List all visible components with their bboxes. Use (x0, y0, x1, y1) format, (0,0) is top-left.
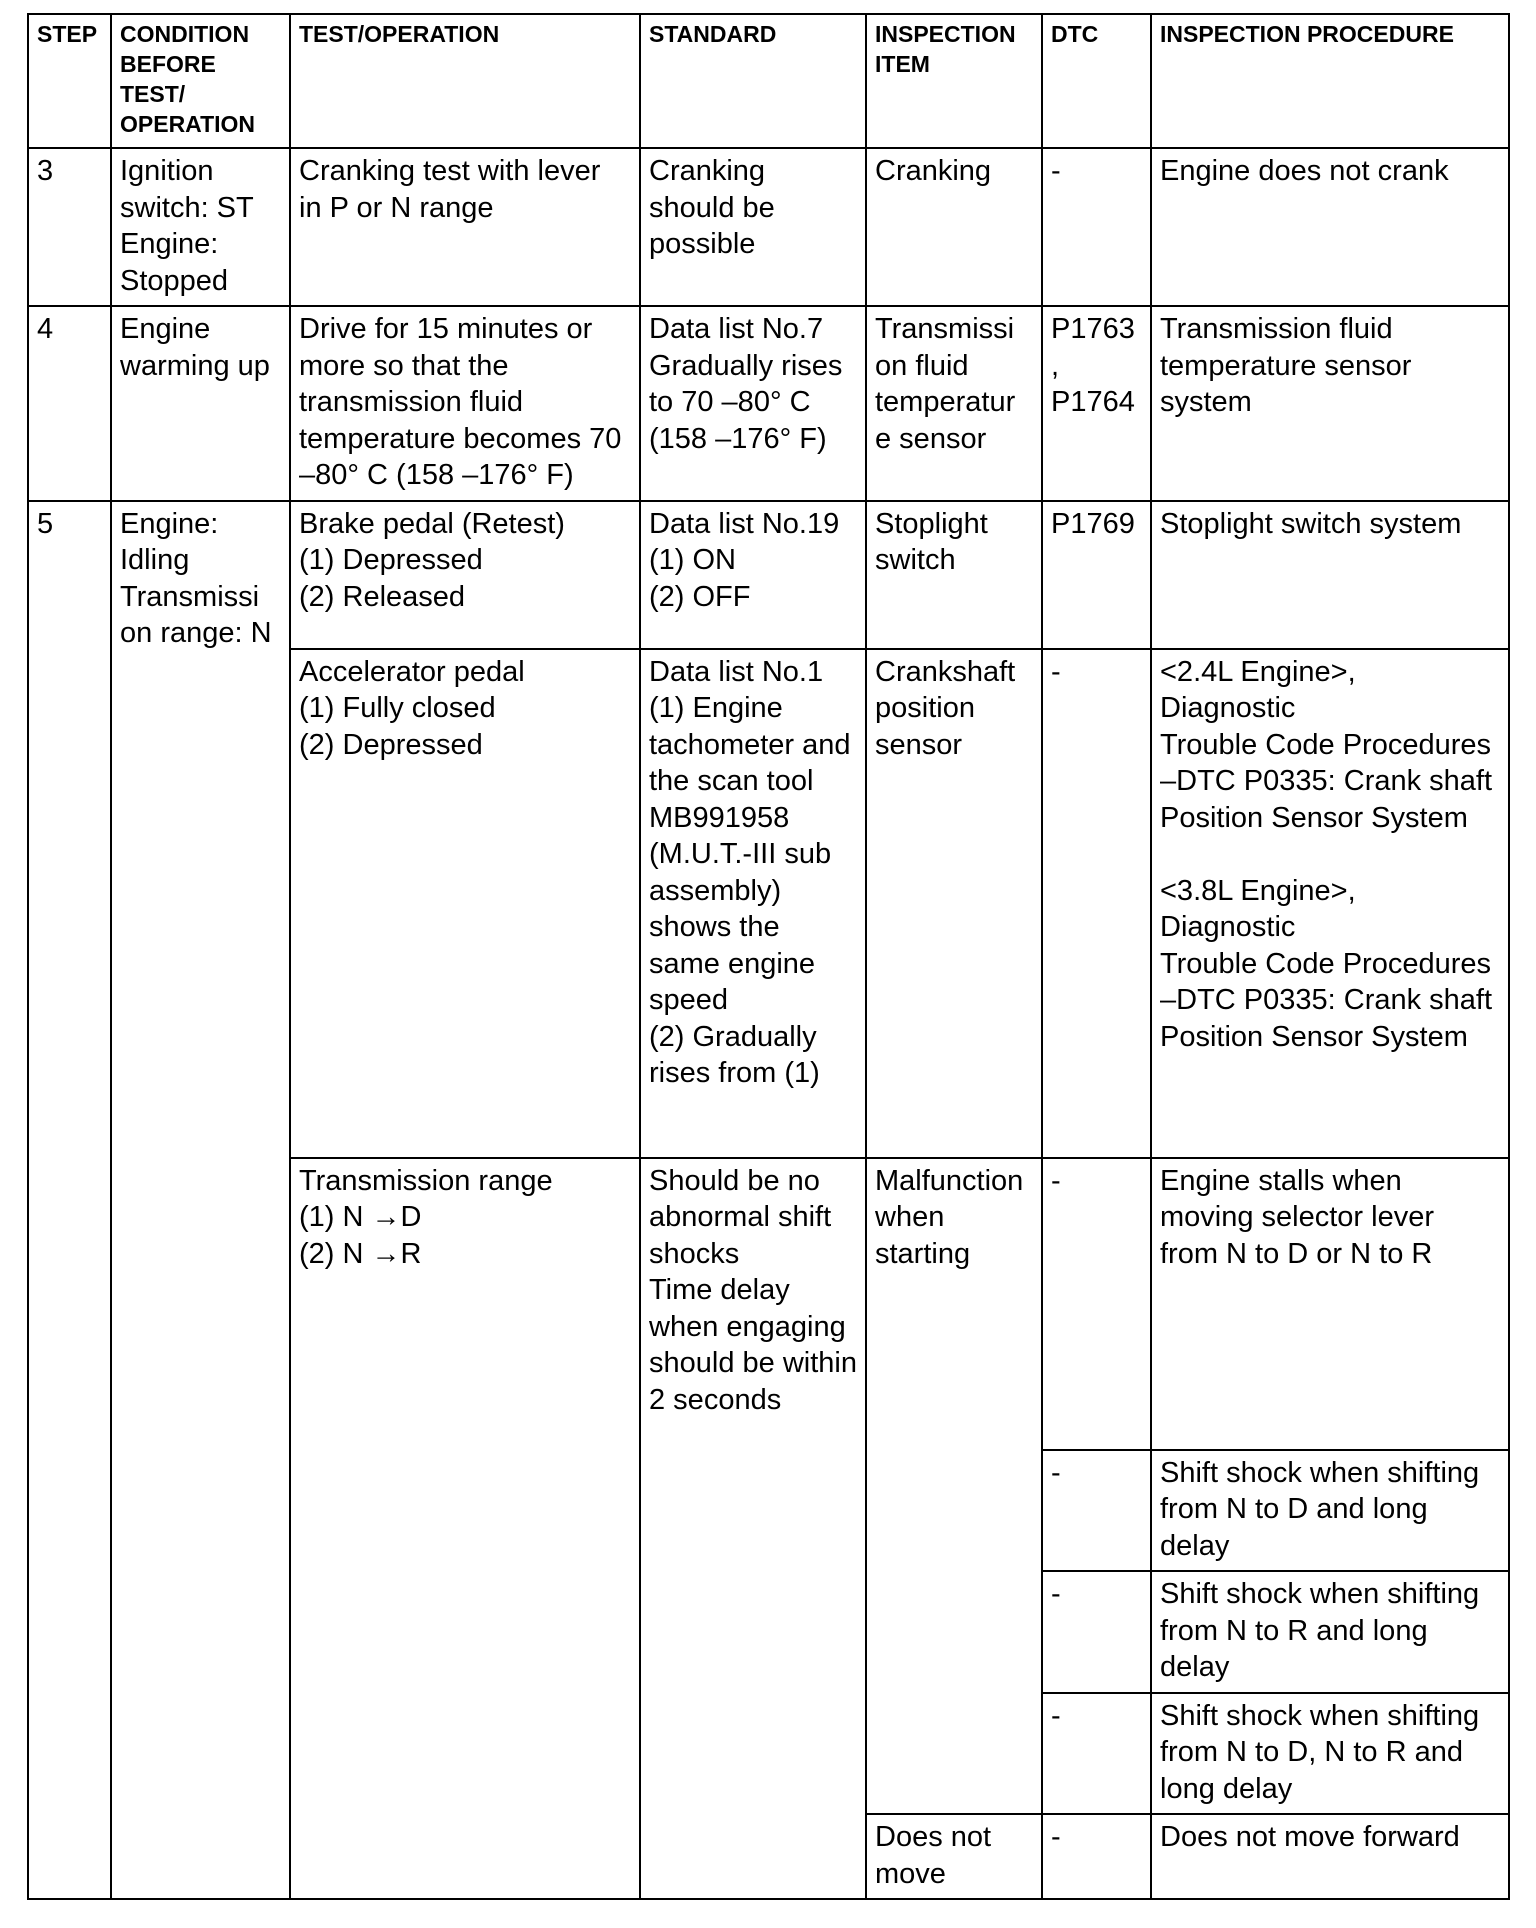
dtc-cell: - (1042, 1450, 1151, 1572)
header-test: TEST/OPERATION (290, 14, 640, 148)
item-cell: Cranking (866, 148, 1042, 306)
dtc-cell: - (1042, 148, 1151, 306)
item-cell: Malfunction when starting (866, 1158, 1042, 1815)
test-cell: Accelerator pedal (1) Fully closed (2) Depressed (290, 649, 640, 1158)
procedure-cell: Does not move forward (1151, 1814, 1509, 1899)
procedure-cell: Engine does not crank (1151, 148, 1509, 306)
step-number: 4 (28, 306, 111, 501)
header-procedure: INSPECTION PROCEDURE (1151, 14, 1509, 148)
header-item: INSPECTION ITEM (866, 14, 1042, 148)
table-row-step-4 (28, 306, 1509, 501)
header-step: STEP (28, 14, 111, 148)
condition-cell: Engine warming up (111, 306, 290, 501)
test-cell: Transmission range (1) N →D (2) N →R (290, 1158, 640, 1900)
dtc-cell: - (1042, 1571, 1151, 1693)
procedure-cell: Shift shock when shifting from N to D and long delay (1151, 1450, 1509, 1572)
standard-cell: Data list No.1 (1) Engine tachometer and the scan tool MB991958 (M.U.T.-III sub assembly) shows the same engine speed (2) Gradually rises from (1) (640, 649, 866, 1158)
dtc-cell: P1763 , P1764 (1042, 306, 1151, 501)
procedure-cell: <2.4L Engine>, Diagnostic Trouble Code Procedures –DTC P0335: Crank shaft Position Sensor System <3.8L Engine>, Diagnostic Trouble Code Procedures –DTC P0335: Crank shaft Position Sensor System (1151, 649, 1509, 1158)
dtc-cell: - (1042, 1158, 1151, 1450)
inspection-table (27, 13, 1510, 1900)
item-cell: Does not move (866, 1814, 1042, 1899)
procedure-cell: Engine stalls when moving selector lever from N to D or N to R (1151, 1158, 1509, 1450)
test-cell: Drive for 15 minutes or more so that the transmission fluid temperature becomes 70 –80° C (158 –176° F) (290, 306, 640, 501)
header-dtc: DTC (1042, 14, 1151, 148)
dtc-cell: - (1042, 1693, 1151, 1815)
dtc-cell: - (1042, 649, 1151, 1158)
step-number: 5 (28, 501, 111, 1900)
item-cell: Stoplight switch (866, 501, 1042, 649)
condition-cell: Ignition switch: ST Engine: Stopped (111, 148, 290, 306)
item-cell: Crankshaft position sensor (866, 649, 1042, 1158)
test-cell: Brake pedal (Retest) (1) Depressed (2) Released (290, 501, 640, 649)
procedure-cell: Shift shock when shifting from N to D, N to R and long delay (1151, 1693, 1509, 1815)
table-row-step-3 (28, 148, 1509, 306)
standard-cell: Should be no abnormal shift shocks Time delay when engaging should be within 2 seconds (640, 1158, 866, 1900)
dtc-cell: - (1042, 1814, 1151, 1899)
step-number: 3 (28, 148, 111, 306)
condition-cell: Engine: Idling Transmissi on range: N (111, 501, 290, 1900)
procedure-cell: Stoplight switch system (1151, 501, 1509, 649)
standard-cell: Data list No.7 Gradually rises to 70 –80° C (158 –176° F) (640, 306, 866, 501)
test-cell: Cranking test with lever in P or N range (290, 148, 640, 306)
procedure-cell: Transmission fluid temperature sensor system (1151, 306, 1509, 501)
header-row (28, 14, 1509, 148)
dtc-cell: P1769 (1042, 501, 1151, 649)
standard-cell: Cranking should be possible (640, 148, 866, 306)
item-cell: Transmissi on fluid temperatur e sensor (866, 306, 1042, 501)
header-standard: STANDARD (640, 14, 866, 148)
procedure-cell: Shift shock when shifting from N to R and long delay (1151, 1571, 1509, 1693)
table-row-step-5-brake (28, 501, 1509, 649)
header-condition: CONDITION BEFORE TEST/ OPERATION (111, 14, 290, 148)
standard-cell: Data list No.19 (1) ON (2) OFF (640, 501, 866, 649)
